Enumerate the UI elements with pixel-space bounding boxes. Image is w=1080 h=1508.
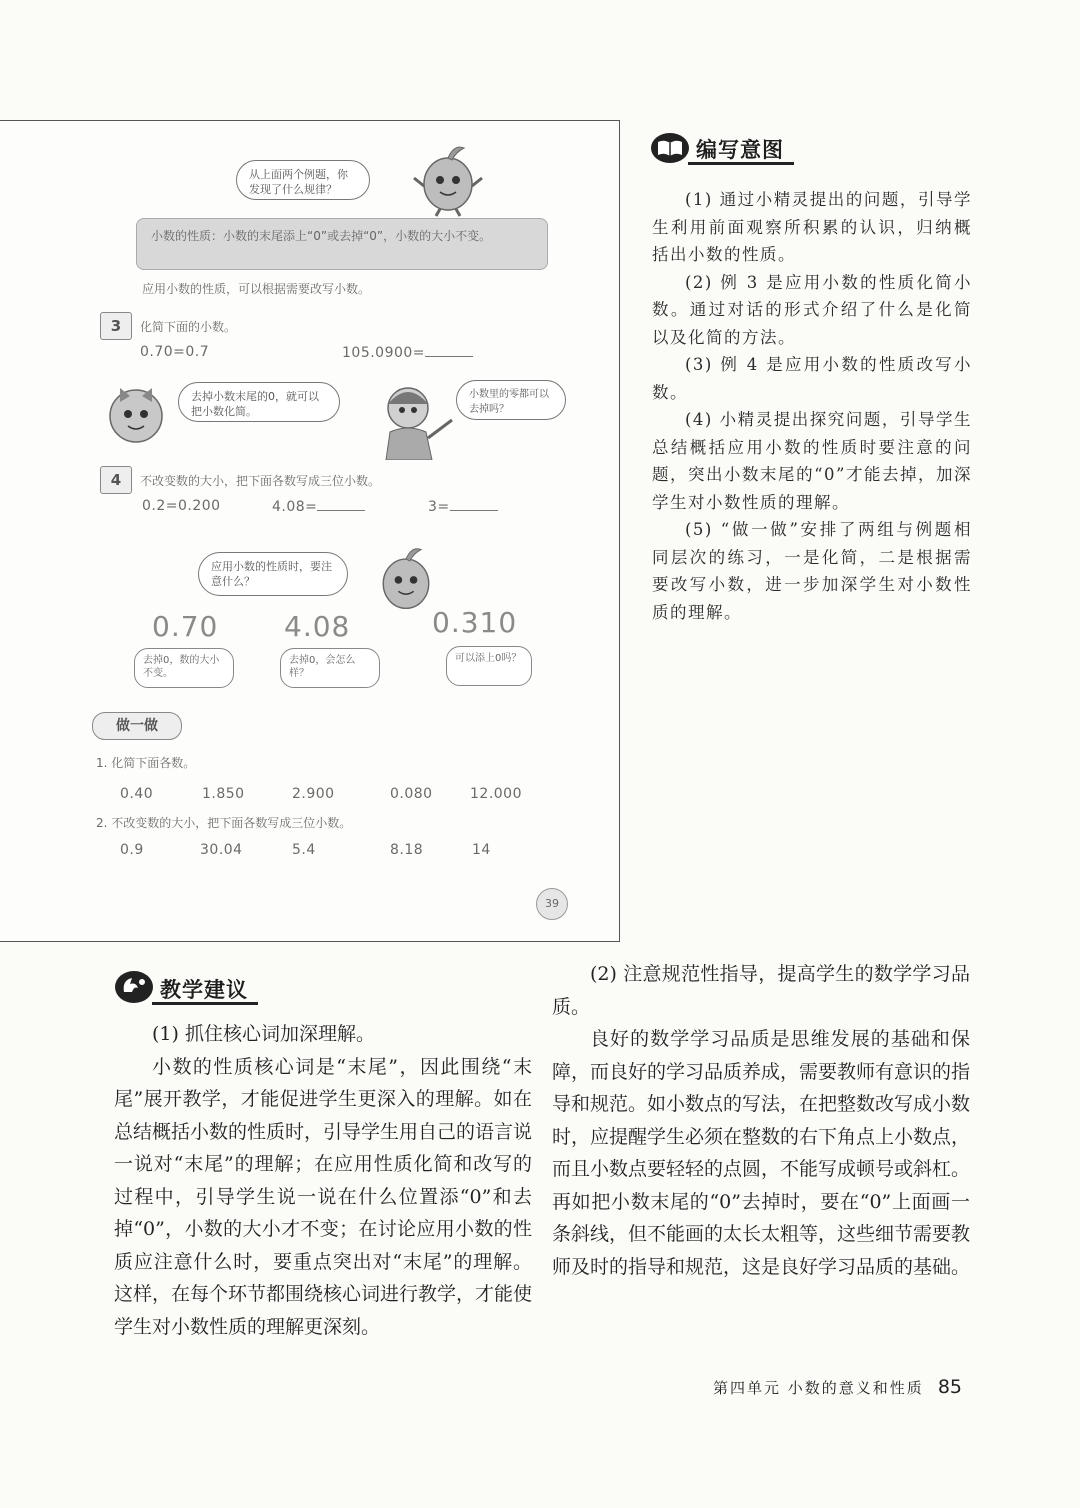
design-intent-para-1: (1) 通过小精灵提出的问题，引导学生利用前面观察所积累的认识，归纳概括出小数的性质。 bbox=[652, 190, 972, 264]
decimal-example-2: 4.08 bbox=[284, 610, 351, 643]
example-3-instruction: 化简下面的小数。 bbox=[140, 320, 237, 334]
practice-q2-item-4: 8.18 bbox=[390, 842, 424, 858]
footer-unit: 第四单元 小数的意义和性质 bbox=[713, 1379, 924, 1397]
practice-q2-item-5: 14 bbox=[472, 842, 491, 858]
design-intent-title: 编写意图 bbox=[696, 138, 784, 162]
example-4-item-3 bbox=[428, 498, 498, 515]
practice-q2-item-1: 0.9 bbox=[120, 842, 144, 858]
practice-q1-item-4: 0.080 bbox=[390, 786, 433, 802]
design-intent-para-3: (3) 例 4 是应用小数的性质改写小数。 bbox=[652, 355, 972, 402]
practice-q2: 2. 不改变数的大小，把下面各数写成三位小数。 bbox=[96, 816, 352, 830]
teaching-right-column bbox=[552, 958, 970, 1283]
practice-q1: 1. 化简下面各数。 bbox=[96, 756, 196, 770]
design-intent-para-4: (4) 小精灵提出探究问题，引导学生总结概括应用小数的性质时要注意的问题，突出小数末尾的“0”才能去掉，加深学生对小数性质的理解。 bbox=[652, 410, 972, 512]
textbook-page-number: 39 bbox=[536, 888, 568, 920]
teaching-right-para-1: (2) 注意规范性指导，提高学生的数学学习品质。 bbox=[552, 963, 970, 1018]
decimal-example-1: 0.70 bbox=[152, 610, 219, 643]
teaching-left-column bbox=[114, 1018, 532, 1343]
practice-q2-item-2: 30.04 bbox=[200, 842, 243, 858]
decimal-note-2: 去掉0，会怎么样？ bbox=[280, 648, 380, 688]
practice-q1-item-5: 12.000 bbox=[470, 786, 522, 802]
speech-bubble-top: 从上面两个例题，你发现了什么规律？ bbox=[236, 160, 370, 200]
speech-bubble-mid: 应用小数的性质时，要注意什么？ bbox=[198, 552, 348, 596]
teaching-left-para-2: 小数的性质核心词是“末尾”，因此围绕“末尾”展开教学，才能促进学生更深入的理解。如在总结概括小数的性质时，引导学生用自己的语言说一说对“末尾”的理解；在应用性质化简和改写的过程中，引导学生说一说在什么位置添“0”和去掉“0”，小数的大小才不变；在讨论应用小数的性质应注意什么时，要重点突出对“末尾”的理解。这样，在每个环节都围绕核心词进行教学，才能使学生对小数性质的理解更深刻。 bbox=[114, 1055, 533, 1338]
practice-q1-item-2: 1.850 bbox=[202, 786, 245, 802]
example-3-item-2 bbox=[342, 344, 473, 361]
design-intent-para-5: (5) “做一做”安排了两组与例题相同层次的练习，一是化简，二是根据需要改写小数，进一步加深学生对小数性质的理解。 bbox=[652, 520, 972, 622]
teaching-right-para-2: 良好的数学学习品质是思维发展的基础和保障，而良好的学习品质养成，需要教师有意识的指导和规范。如小数点的写法，在把整数改写成小数时，应提醒学生必须在整数的右下角点上小数点，而且小数点要轻轻的点圆，不能写成顿号或斜杠。再如把小数末尾的“0”去掉时，要在“0”上面画一条斜线，但不能画的太长太粗等，这些细节需要教师及时的指导和规范，这是良好学习品质的基础。 bbox=[552, 1028, 971, 1278]
book-icon bbox=[650, 132, 690, 164]
decimal-note-3: 可以添上0吗？ bbox=[446, 646, 532, 686]
example-4-item-2 bbox=[272, 498, 365, 515]
footer-page-number: 85 bbox=[937, 1376, 962, 1398]
sprite-character-2-icon bbox=[370, 540, 442, 616]
design-intent-body bbox=[652, 186, 972, 626]
example-4-item-2-text: 4.08= bbox=[272, 499, 318, 515]
boy-character-icon bbox=[372, 380, 458, 460]
example-4-badge: 4 bbox=[100, 466, 132, 494]
decimal-property-box: 小数的性质：小数的末尾添上“0”或去掉“0”，小数的大小不变。 bbox=[136, 218, 548, 270]
example-3-item-2-text: 105.0900= bbox=[342, 345, 426, 361]
teaching-suggestion-underline bbox=[152, 1002, 258, 1005]
example-4-item-1: 0.2=0.200 bbox=[142, 498, 221, 514]
practice-q1-item-1: 0.40 bbox=[120, 786, 154, 802]
example-3-item-1: 0.70=0.7 bbox=[140, 344, 210, 360]
girl-character-icon bbox=[100, 376, 172, 452]
decimal-note-1: 去掉0，数的大小不变。 bbox=[134, 648, 234, 688]
practice-q2-item-3: 5.4 bbox=[292, 842, 316, 858]
page-footer bbox=[713, 1376, 962, 1398]
design-intent-underline bbox=[688, 162, 794, 165]
property-note: 应用小数的性质，可以根据需要改写小数。 bbox=[142, 282, 371, 296]
example-4-item-3-text: 3= bbox=[428, 499, 450, 515]
teaching-suggestion-icon bbox=[114, 970, 154, 1004]
speech-bubble-boy: 小数里的零都可以去掉吗？ bbox=[456, 380, 566, 420]
decimal-example-3: 0.310 bbox=[432, 606, 518, 639]
practice-label: 做一做 bbox=[92, 712, 182, 740]
example-3-badge: 3 bbox=[100, 312, 132, 340]
design-intent-para-2: (2) 例 3 是应用小数的性质化简小数。通过对话的形式介绍了什么是化简以及化简的方法。 bbox=[652, 272, 972, 347]
sprite-character-icon bbox=[410, 138, 486, 218]
practice-q1-item-3: 2.900 bbox=[292, 786, 335, 802]
teaching-suggestion-title: 教学建议 bbox=[160, 978, 248, 1002]
teaching-left-para-1: (1) 抓住核心词加深理解。 bbox=[152, 1023, 375, 1045]
speech-bubble-girl: 去掉小数末尾的0，就可以把小数化简。 bbox=[178, 382, 340, 422]
example-4-instruction: 不改变数的大小，把下面各数写成三位小数。 bbox=[140, 474, 381, 488]
